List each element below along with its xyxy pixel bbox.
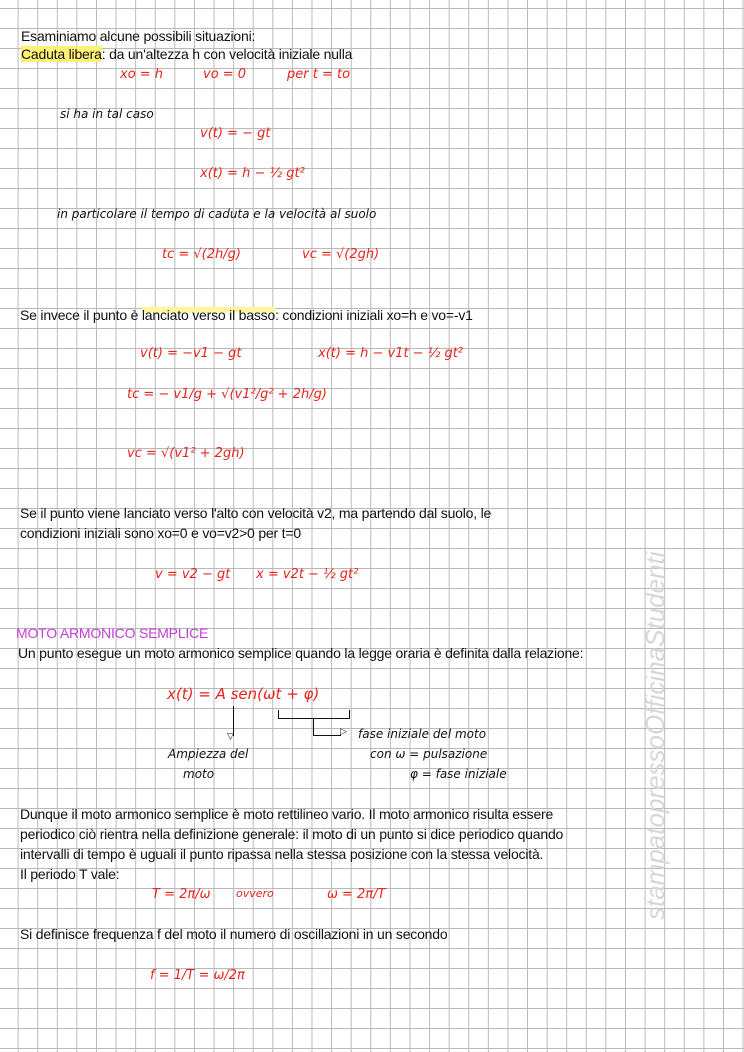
text: : condizioni iniziali xo=h e vo=-v1 [275,307,473,323]
handwritten-note: Ampiezza del [168,747,249,761]
formula: x(t) = h − ½ gt² [200,166,305,181]
formula: xo = h [120,67,164,82]
formula: vc = √(v1² + 2gh) [127,446,245,461]
formula: per t = to [287,67,351,82]
formula: f = 1/T = ω/2π [150,968,245,983]
formula: x = v2t − ½ gt² [256,567,359,582]
formula: ω = 2π/T [327,887,386,902]
watermark: stampatopressoOfficinaStudenti [640,551,670,920]
formula: tc = − v1/g + √(v1²/g² + 2h/g) [127,387,327,402]
formula: x(t) = h − v1t − ½ gt² [318,346,463,361]
formula: vc = √(2gh) [302,247,380,262]
text: Se invece il punto è [20,307,142,323]
handwritten-note: si ha in tal caso [60,107,154,121]
formula: x(t) = A sen(ωt + φ) [167,685,320,703]
bracket [278,710,279,718]
bracket [313,718,314,735]
handwritten-note: con ω = pulsazione [370,747,488,761]
upward-text-2: condizioni iniziali sono xo=0 e vo=v2>0 per t=0 [20,525,301,541]
paragraph-line: Il periodo T vale: [20,866,120,882]
downward-line [20,307,473,323]
handwritten-note: in particolare il tempo di caduta e la velocità al suolo [57,207,377,221]
paragraph-line: Dunque il moto armonico semplice è moto rettilineo vario. Il moto armonico risulta essere [20,806,554,822]
bracket [349,710,350,718]
paragraph-line: periodico ciò rientra nella definizione generale: il moto di un punto si dice periodico quando [20,826,564,842]
upward-text-1: Se il punto viene lanciato verso l'alto con velocità v2, ma partendo dal suolo, le [20,505,492,521]
formula: vo = 0 [203,67,247,82]
handwritten-note: moto [183,767,215,781]
formula: v(t) = −v1 − gt [140,346,242,361]
paragraph-line: Si definisce frequenza f del moto il numero di oscillazioni in un secondo [20,926,448,942]
intro-text: Esaminiamo alcune possibili situazioni: [21,28,256,44]
formula-ovvero: ovvero [236,887,274,900]
arrow-head: ▷ [340,727,347,737]
formula: T = 2π/ω [152,887,211,902]
bracket [278,718,350,719]
arrow-right-icon [313,735,341,736]
harmonic-intro: Un punto esegue un moto armonico semplice quando la legge oraria è definita dalla relazione: [18,645,584,661]
formula: v(t) = − gt [200,126,271,141]
free-fall-highlight: Caduta libera [21,46,102,62]
arrow-head: ▽ [227,732,234,742]
free-fall-line [21,46,352,62]
handwritten-note: φ = fase iniziale [410,767,507,781]
free-fall-text: : da un'altezza h con velocità iniziale nulla [101,46,353,62]
formula: v = v2 − gt [155,567,231,582]
paragraph-line: intervalli di tempo è uguali il punto ripassa nella stessa posizione con la stessa velocità. [20,846,544,862]
downward-highlight: lanciato verso il basso [141,307,276,323]
section-title: MOTO ARMONICO SEMPLICE [16,625,209,641]
formula: tc = √(2h/g) [162,247,241,262]
handwritten-note: fase iniziale del moto [358,727,487,741]
